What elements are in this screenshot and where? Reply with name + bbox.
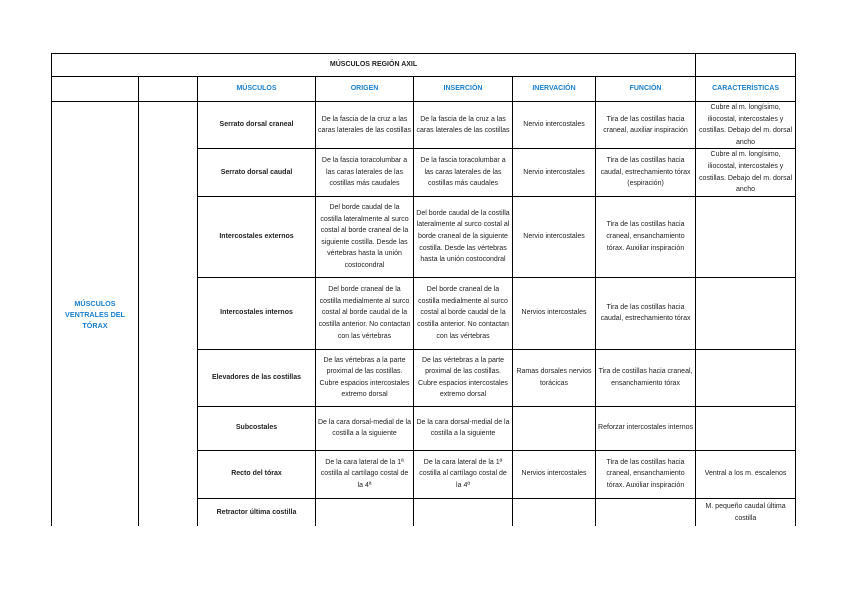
characteristics-cell: M. pequeño caudal última costilla (696, 498, 796, 526)
characteristics-cell: Ventral a los m. escalenos (696, 450, 796, 498)
innervation-cell: Nervio intercostales (513, 149, 596, 196)
function-cell: Tira de las costillas hacia craneal, ensanchamiento tórax. Auxiliar inspiración (596, 450, 696, 498)
function-cell (596, 498, 696, 526)
header-funcion: FUNCIÓN (596, 77, 696, 102)
muscle-name: Intercostales externos (198, 196, 316, 277)
header-row (52, 77, 796, 102)
header-insercion: INSERCIÓN (414, 77, 513, 102)
muscle-name: Serrato dorsal craneal (198, 102, 316, 149)
innervation-cell: Nervios intercostales (513, 450, 596, 498)
header-musculos: MÚSCULOS (198, 77, 316, 102)
insertion-cell: De las vértebras a la parte proximal de las costillas. Cubre espacios intercostales extremo dorsal (414, 349, 513, 406)
origin-cell: Del borde craneal de la costilla medialmente al surco costal al borde caudal de la costilla anterior. No contactan con las vértebras (316, 277, 414, 349)
characteristics-cell: Cubre al m. longísimo, iliocostal, intercostales y costillas. Debajo del m. dorsal ancho (696, 102, 796, 149)
innervation-cell: Ramas dorsales nervios torácicas (513, 349, 596, 406)
characteristics-cell (696, 349, 796, 406)
characteristics-cell: Cubre al m. longísimo, iliocostal, intercostales y costillas. Debajo del m. dorsal ancho (696, 149, 796, 196)
insertion-cell: De la cara dorsal-medial de la costilla a la siguiente (414, 406, 513, 450)
function-cell: Tira de las costillas hacia caudal, estrechamiento tórax (espiración) (596, 149, 696, 196)
innervation-cell (513, 498, 596, 526)
muscles-table (51, 53, 796, 526)
innervation-cell: Nervios intercostales (513, 277, 596, 349)
origin-cell: De la fascia toracolumbar a las caras laterales de las costillas más caudales (316, 149, 414, 196)
header-caracteristicas: CARACTERÍSTICAS (696, 77, 796, 102)
muscle-name: Serrato dorsal caudal (198, 149, 316, 196)
function-cell: Tira de costillas hacia craneal, ensanchamiento tórax (596, 349, 696, 406)
group-empty-column (139, 102, 198, 527)
insertion-cell: De la fascia de la cruz a las caras laterales de las costillas (414, 102, 513, 149)
group-label: MÚSCULOS VENTRALES DEL TÓRAX (52, 102, 139, 527)
header-origen: ORIGEN (316, 77, 414, 102)
insertion-cell: Del borde caudal de la costilla lateralmente al surco costal al borde craneal de la siguiente costilla. Desde las vértebras hasta la unión costocondral (414, 196, 513, 277)
insertion-cell: De la cara lateral de la 1ª costilla al cartílago costal de la 4ª (414, 450, 513, 498)
muscle-name: Subcostales (198, 406, 316, 450)
origin-cell: Del borde caudal de la costilla lateralmente al surco costal al borde craneal de la siguiente costilla. Desde las vértebras hasta la unión costocondral (316, 196, 414, 277)
header-inervacion: INERVACIÓN (513, 77, 596, 102)
origin-cell: De la cara lateral de la 1ª costilla al cartílago costal de la 4ª (316, 450, 414, 498)
characteristics-cell (696, 277, 796, 349)
header-empty-cell (52, 77, 139, 102)
muscle-name: Retractor última costilla (198, 498, 316, 526)
function-cell: Tira de las costillas hacia craneal, auxiliar inspiración (596, 102, 696, 149)
muscle-name: Elevadores de las costillas (198, 349, 316, 406)
insertion-cell: Del borde craneal de la costilla medialmente al surco costal al borde caudal de la costilla anterior. No contactan con las vértebras (414, 277, 513, 349)
insertion-cell (414, 498, 513, 526)
characteristics-cell (696, 406, 796, 450)
function-cell: Tira de las costillas hacia caudal, estrechamiento tórax (596, 277, 696, 349)
characteristics-cell (696, 196, 796, 277)
header-empty-cell (139, 77, 198, 102)
function-cell: Tira de las costillas hacia craneal, ensanchamiento tórax. Auxiliar inspiración (596, 196, 696, 277)
origin-cell: De las vértebras a la parte proximal de las costillas. Cubre espacios intercostales extremo dorsal (316, 349, 414, 406)
innervation-cell: Nervio intercostales (513, 196, 596, 277)
insertion-cell: De la fascia toracolumbar a las caras laterales de las costillas más caudales (414, 149, 513, 196)
origin-cell: De la cara dorsal-medial de la costilla a la siguiente (316, 406, 414, 450)
origin-cell (316, 498, 414, 526)
innervation-cell (513, 406, 596, 450)
innervation-cell: Nervio intercostales (513, 102, 596, 149)
origin-cell: De la fascia de la cruz a las caras laterales de las costillas (316, 102, 414, 149)
muscle-name: Recto del tórax (198, 450, 316, 498)
muscle-name: Intercostales internos (198, 277, 316, 349)
function-cell: Reforzar intercostales internos (596, 406, 696, 450)
table-row (52, 102, 796, 149)
title-row (52, 54, 796, 77)
title-spacer-cell (696, 54, 796, 77)
table-title: MÚSCULOS REGIÓN AXIL (52, 54, 696, 77)
